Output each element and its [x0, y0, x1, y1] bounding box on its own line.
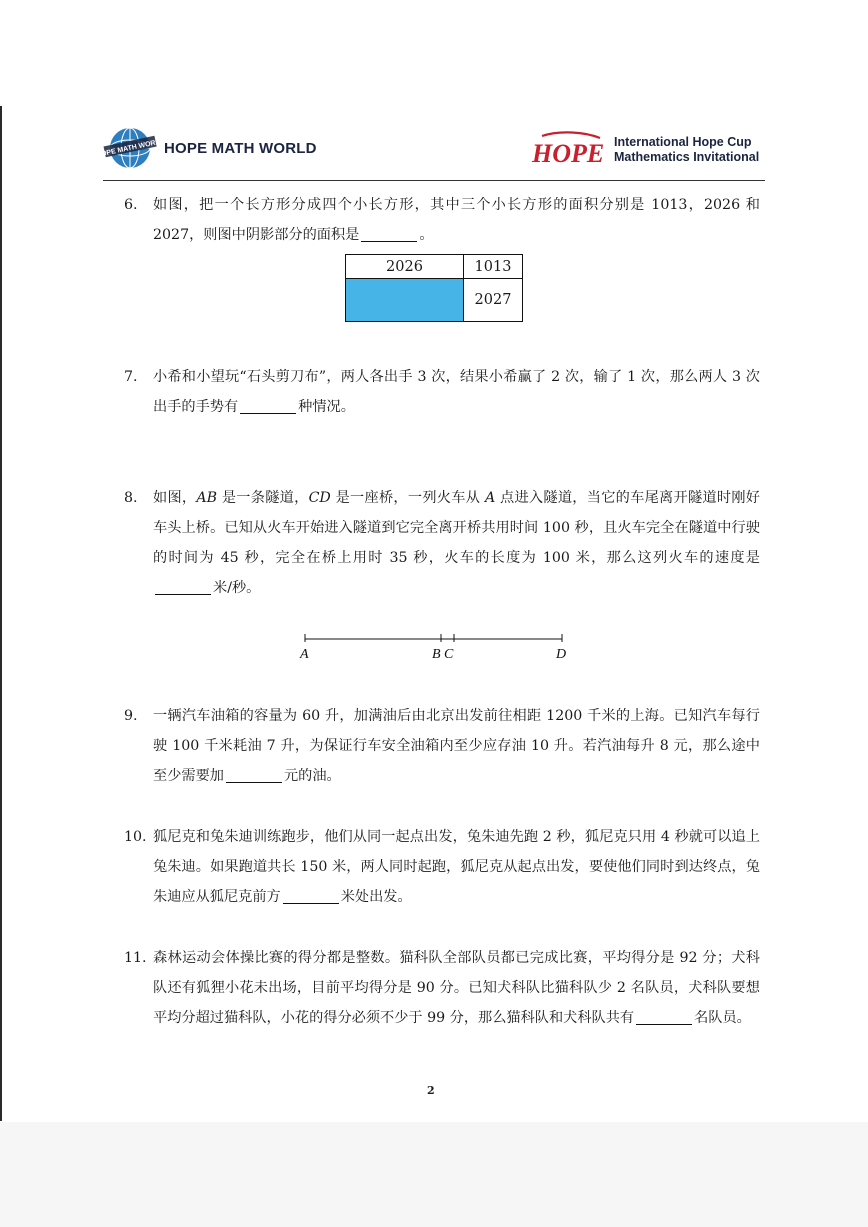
question-6: [124, 190, 760, 250]
label-d: D: [556, 647, 567, 662]
question-text: 小希和小望玩“石头剪刀布”，两人各出手 3 次，结果小希赢了 2 次，输了 1 次，那么两人 3 次出手的手势有 种情况。: [153, 369, 760, 415]
question-10: [124, 822, 760, 912]
question-number: 6.: [124, 197, 138, 213]
globe-text: HOPE MATH WORLD: [95, 137, 166, 160]
question-9: [124, 701, 760, 791]
brand-name: HOPE MATH WORLD: [164, 139, 317, 157]
contest-name-line2: Mathematics Invitational: [614, 150, 760, 164]
answer-blank[interactable]: [283, 902, 339, 904]
contest-name: [614, 135, 759, 165]
question-text: 狐尼克和兔朱迪训练跑步，他们从同一起点出发，兔朱迪先跑 2 秒，狐尼克只用 4 秒就可以追上兔朱迪。如果跑道共长 150 米，两人同时起跑，狐尼克从起点出发，要使他们同时到达终点，兔朱迪应从狐尼克前方 米处出发。: [153, 829, 760, 905]
hope-logo-icon: [530, 130, 610, 170]
answer-blank[interactable]: [226, 781, 282, 783]
question-text: 森林运动会体操比赛的得分都是整数。猫科队全部队员都已完成比赛，平均得分是 92 分；犬科队还有狐狸小花未出场，目前平均得分是 90 分。已知犬科队比猫科队少 2 名队员，犬科队要想平均分超过猫科队，小花的得分必须不少于 99 分，那么猫科队和犬科队共有 名队员。: [153, 950, 760, 1026]
question-number: 10.: [124, 829, 147, 845]
answer-blank[interactable]: [240, 412, 296, 414]
question-text: 如图，把一个长方形分成四个小长方形，其中三个小长方形的面积分别是 1013，2026 和 2027，则图中阴影部分的面积是 。: [153, 197, 760, 243]
scan-margin: [0, 1122, 868, 1227]
hope-logo-text: HOPE: [532, 139, 605, 168]
question-number: 9.: [124, 708, 138, 724]
area-cell-top-left: 2026: [345, 254, 464, 279]
page-number: 2: [427, 1084, 435, 1097]
area-cell-top-right: 1013: [463, 254, 523, 279]
rectangle-figure: [345, 254, 523, 322]
answer-blank[interactable]: [636, 1023, 692, 1025]
question-number: 8.: [124, 490, 138, 506]
tunnel-bridge-diagram: [296, 630, 576, 664]
label-bc: B C: [432, 647, 454, 662]
contest-name-line1: International Hope Cup: [614, 135, 752, 149]
header-divider: [103, 180, 765, 181]
question-8: [124, 483, 760, 603]
page-edge: [0, 106, 2, 1121]
answer-blank[interactable]: [361, 240, 417, 242]
hope-math-world-logo: [95, 126, 317, 170]
answer-blank[interactable]: [155, 593, 211, 595]
question-7: [124, 362, 760, 422]
question-number: 11.: [124, 950, 147, 966]
area-cell-bottom-right: 2027: [463, 278, 523, 322]
question-11: [124, 943, 760, 1033]
question-text: 如图，AB 是一条隧道，CD 是一座桥，一列火车从 A 点进入隧道，当它的车尾离开隧道时刚好车头上桥。已知从火车开始进入隧道到它完全离开桥共用时间 100 秒，且火车完全在隧道中行驶的时间为 45 秒，完全在桥上用时 35 秒，火车的长度为 100 米，那么这列火车的速度是米/秒。: [153, 490, 760, 596]
globe-icon: [95, 126, 166, 170]
shaded-area-cell: [345, 278, 464, 322]
label-a: A: [300, 647, 309, 662]
question-number: 7.: [124, 369, 138, 385]
question-text: 一辆汽车油箱的容量为 60 升，加满油后由北京出发前往相距 1200 千米的上海。已知汽车每行驶 100 千米耗油 7 升，为保证行车安全油箱内至少应存油 10 升。若汽油每升 8 元，那么途中至少需要加 元的油。: [153, 708, 760, 784]
hope-cup-logo: [530, 130, 759, 170]
